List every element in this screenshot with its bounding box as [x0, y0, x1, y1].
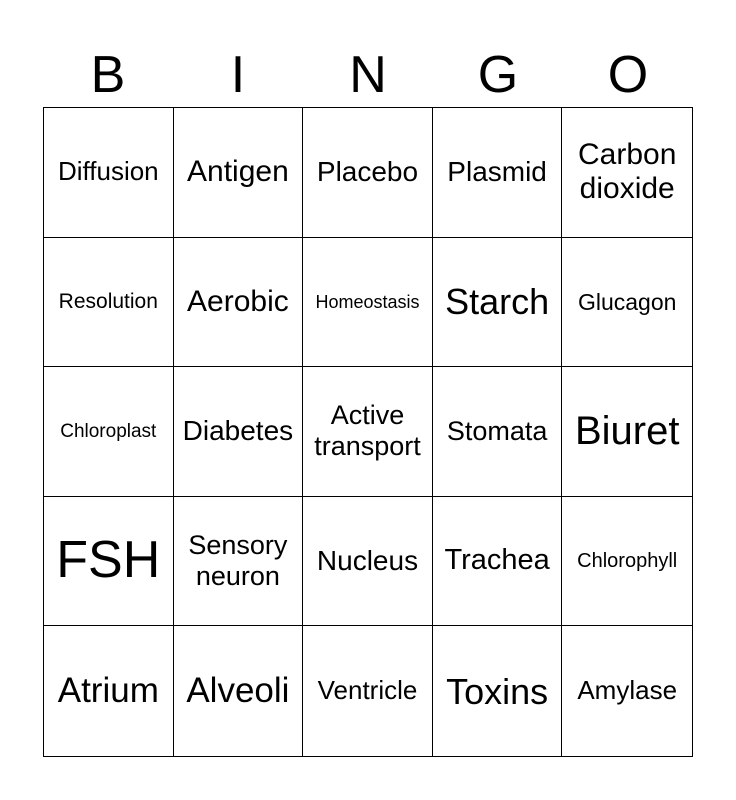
- bingo-cell-plasmid[interactable]: Plasmid: [433, 108, 563, 238]
- bingo-cell-sensory-neuron[interactable]: Sensory neuron: [174, 497, 304, 627]
- bingo-cell-alveoli[interactable]: Alveoli: [174, 626, 304, 756]
- bingo-header: [43, 44, 693, 106]
- bingo-cell-glucagon[interactable]: Glucagon: [562, 238, 692, 368]
- bingo-cell-nucleus[interactable]: Nucleus: [303, 497, 433, 627]
- header-letter-n: N: [349, 46, 387, 104]
- bingo-cell-trachea[interactable]: Trachea: [433, 497, 563, 627]
- bingo-cell-carbon-dioxide[interactable]: Carbon dioxide: [562, 108, 692, 238]
- bingo-cell-active-transport[interactable]: Active transport: [303, 367, 433, 497]
- bingo-cell-diabetes[interactable]: Diabetes: [174, 367, 304, 497]
- bingo-cell-biuret[interactable]: Biuret: [562, 367, 692, 497]
- bingo-cell-homeostasis[interactable]: Homeostasis: [303, 238, 433, 368]
- bingo-cell-ventricle[interactable]: Ventricle: [303, 626, 433, 756]
- bingo-cell-placebo[interactable]: Placebo: [303, 108, 433, 238]
- bingo-cell-antigen[interactable]: Antigen: [174, 108, 304, 238]
- header-letter-o: O: [607, 46, 649, 104]
- bingo-cell-atrium[interactable]: Atrium: [44, 626, 174, 756]
- bingo-cell-toxins[interactable]: Toxins: [433, 626, 563, 756]
- header-letter-b: B: [90, 46, 126, 104]
- header-letter-i: I: [230, 46, 246, 104]
- bingo-cell-aerobic[interactable]: Aerobic: [174, 238, 304, 368]
- bingo-cell-chloroplast[interactable]: Chloroplast: [44, 367, 174, 497]
- bingo-cell-amylase[interactable]: Amylase: [577, 675, 678, 706]
- bingo-cell-diffusion[interactable]: Diffusion: [44, 108, 174, 238]
- bingo-cell-chlorophyll[interactable]: Chlorophyll: [562, 497, 692, 627]
- bingo-grid: [43, 107, 693, 757]
- bingo-cell-fsh[interactable]: FSH: [44, 497, 174, 627]
- header-letter-g: G: [477, 46, 519, 104]
- bingo-cell-starch[interactable]: Starch: [433, 238, 563, 368]
- bingo-cell-resolution[interactable]: Resolution: [44, 238, 174, 368]
- bingo-cell-stomata[interactable]: Stomata: [433, 367, 563, 497]
